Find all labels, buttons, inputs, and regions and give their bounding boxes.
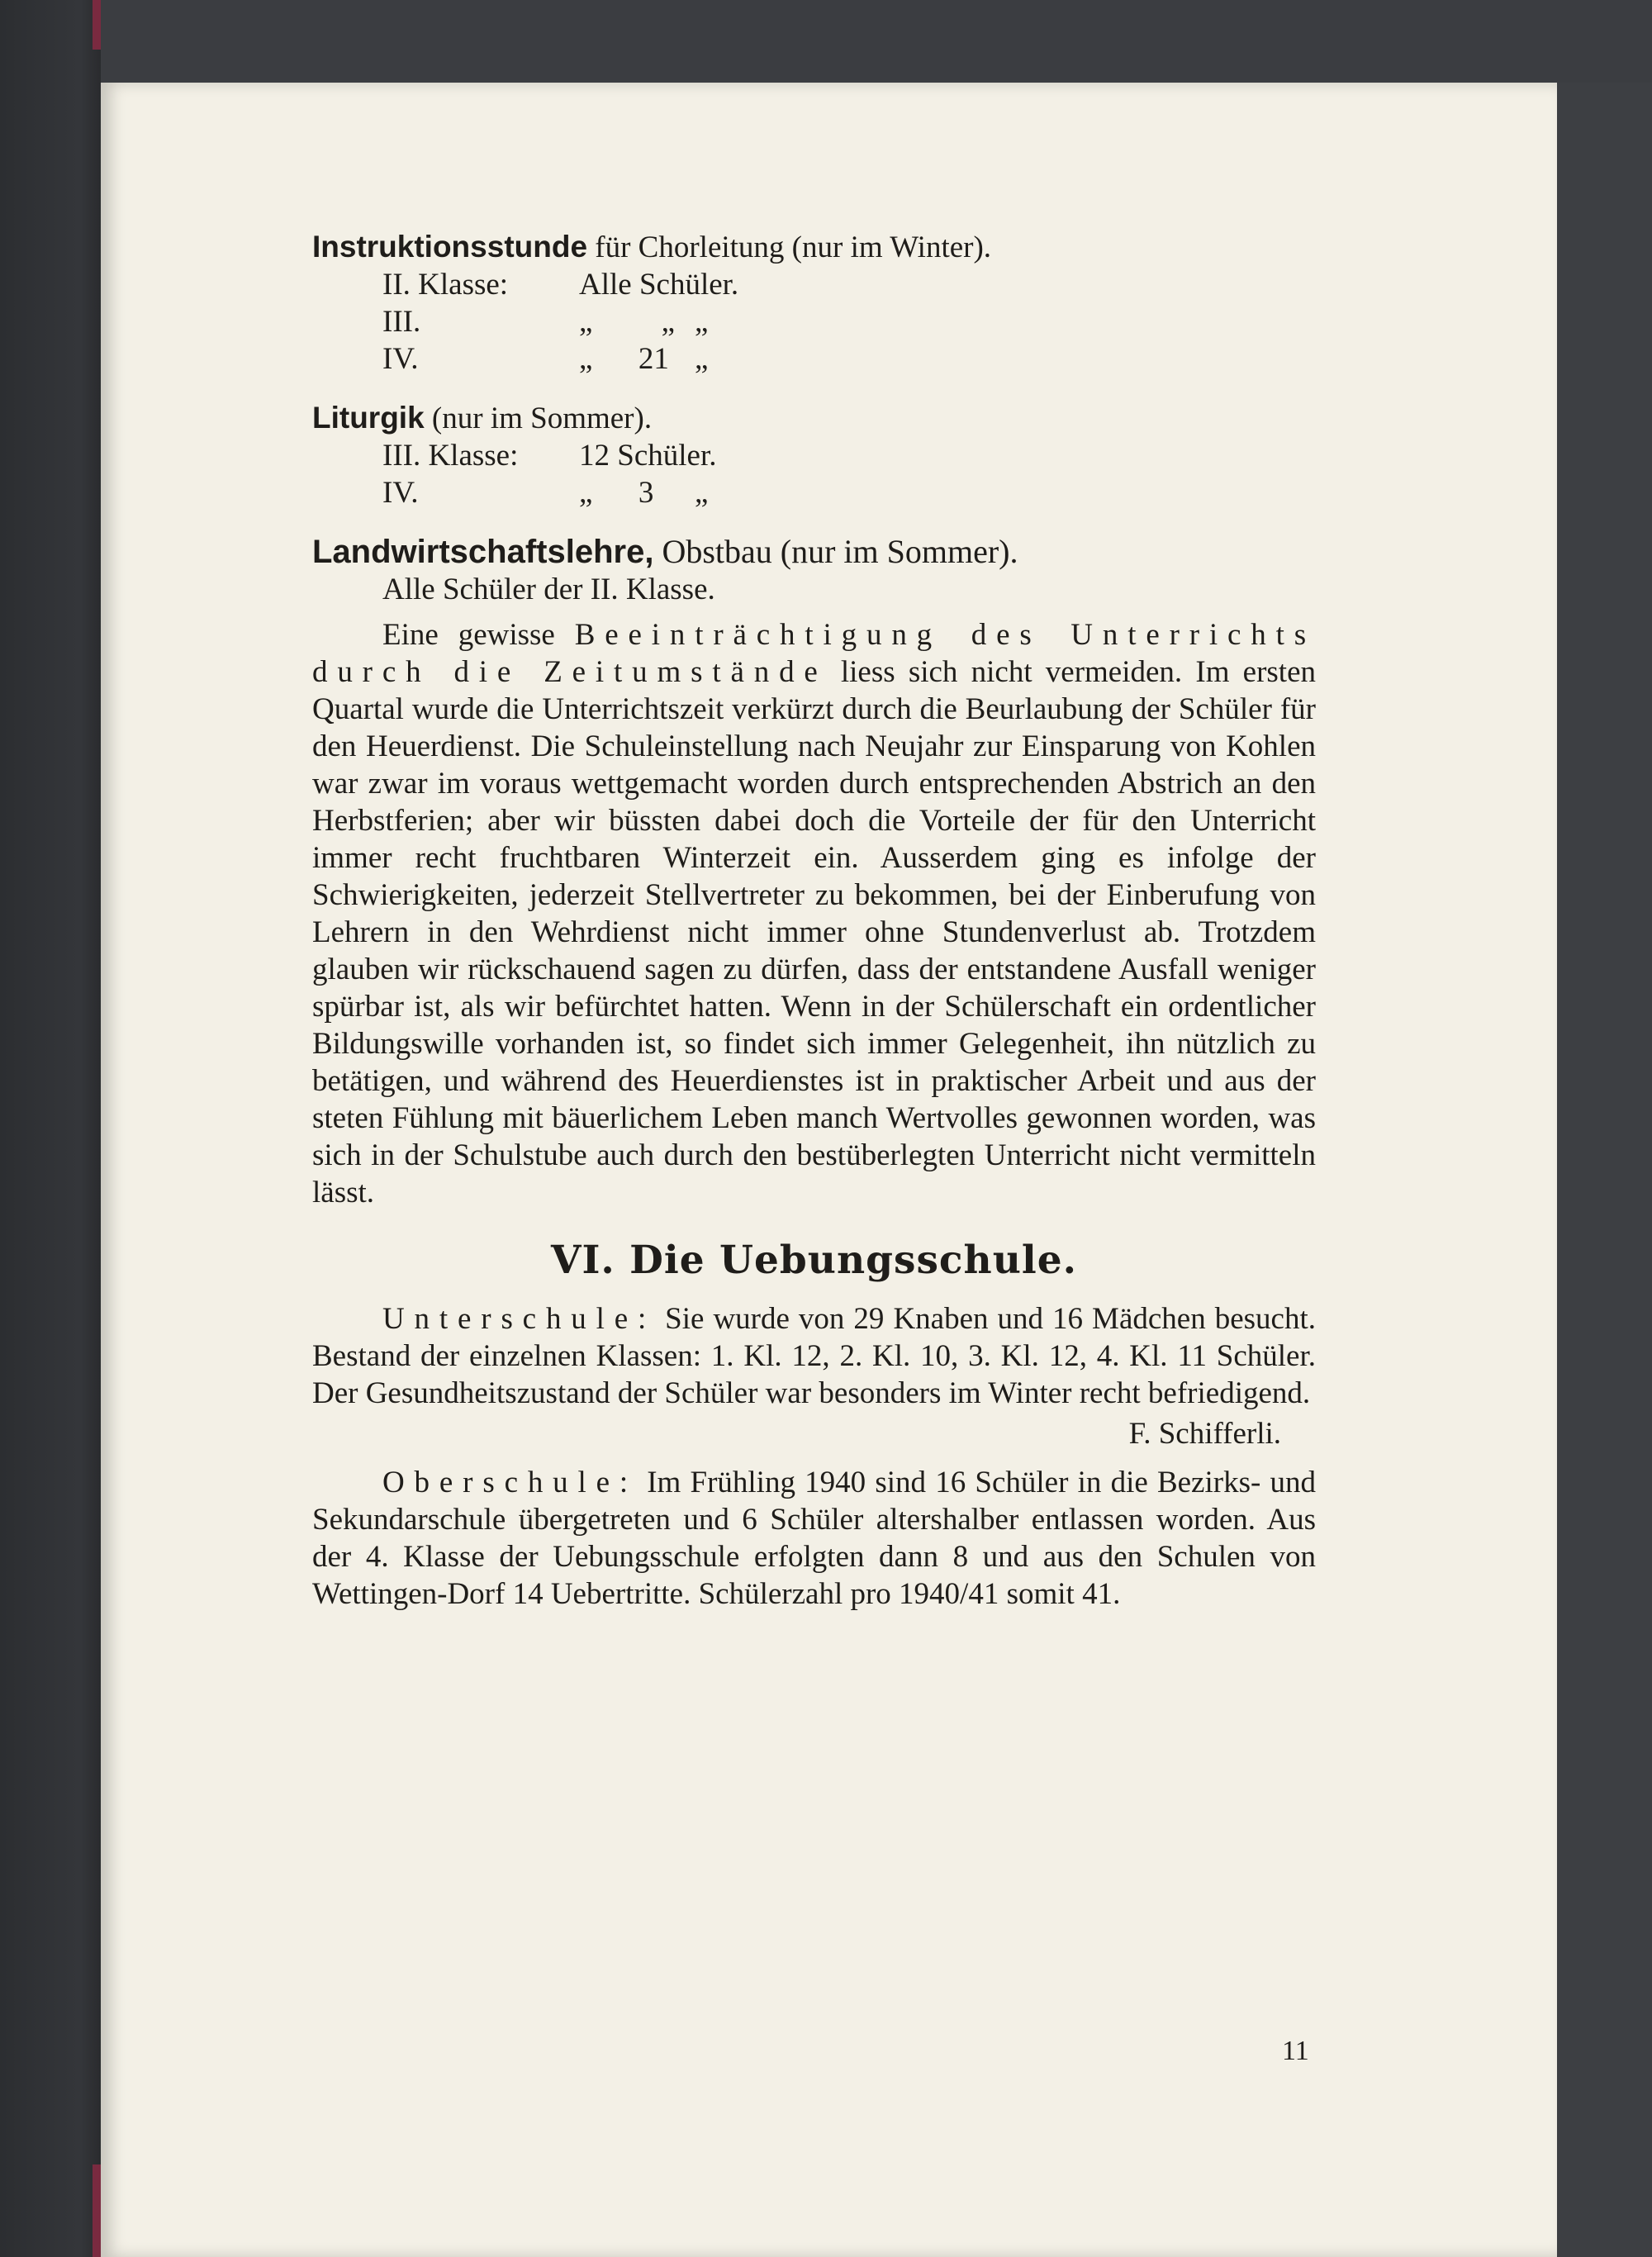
paragraph-oberschule: Oberschule: Im Frühling 1940 sind 16 Schüler in die Bezirks- und Sekundarschule übergetreten und 6 Schüler altershalber entlassen worden. Aus der 4. Klasse der Uebungsschule erfolgten dann 8 und aus den Schulen von Wettingen-Dorf 14 Uebertritte. Schülerzahl pro 1940/41 somit 41.	[312, 1466, 1316, 1611]
section-title: VI. Die Uebungsschule.	[550, 1238, 1078, 1283]
list-item: II. Klasse: Alle Schüler.	[382, 268, 739, 302]
paragraph-unterricht: Eine gewisse Beeinträchtigung des Unterrichts durch die Zeitumstände liess sich nicht vermeiden. Im ersten Quartal wurde die Unterrichtszeit verkürzt durch die Beurlaubung der Schüler für den Heuerdienst. Die Schuleinstellung nach Neujahr zur Einsparung von Kohlen war zwar im voraus wettgemacht worden durch entsprechenden Abstrich an den Herbstferien; aber wir büssten dabei doch die Vorteile der für den Unterricht immer recht fruchtbaren Winterzeit ein. Ausserdem ging es infolge der Schwierigkeiten, jederzeit Stellvertreter zu bekommen, bei der Einberufung von Lehrern in den Wehrdienst nicht immer ohne Stundenverlust ab. Trotzdem glauben wir rückschauend sagen zu dürfen, dass der entstandene Ausfall weniger spürbar ist, als wir befürchtet hatten. Wenn in der Schülerschaft ein ordentlicher Bildungswille vorhanden ist, so findet sich immer Gelegenheit, ihn nützlich zu betätigen, und während des Heuerdienstes ist in praktischer Arbeit und aus der steten Fühlung mit bäuerlichem Leben manch Wertvolles gewonnen worden, was sich in der Schulstube auch durch den bestüberlegten Unterricht nicht vermitteln lässt.	[312, 618, 1316, 1209]
heading-chorleitung: Instruktionsstunde für Chorleitung (nur im Winter).	[312, 230, 992, 264]
landwirtschaft-line: Alle Schüler der II. Klasse.	[382, 573, 715, 606]
binding-marker-top	[93, 0, 101, 50]
chorleitung-list	[312, 266, 1316, 378]
list-item: III. Klasse: 12 Schüler.	[382, 439, 717, 473]
book-binding	[0, 0, 101, 2257]
page-content	[312, 218, 1316, 1613]
paragraph-unterschule: Unterschule: Sie wurde von 29 Knaben und 16 Mädchen besucht. Bestand der einzelnen Klassen: 1. Kl. 12, 2. Kl. 10, 3. Kl. 12, 4. Kl. 11 Schüler. Der Gesundheitszustand der Schüler war besonders im Winter recht befriedigend.	[312, 1302, 1316, 1410]
binding-marker-bottom	[93, 2164, 101, 2257]
list-item: IV. „ 21 „	[382, 342, 709, 376]
page-number: 11	[1282, 2036, 1309, 2066]
signature: F. Schifferli.	[1128, 1417, 1281, 1451]
list-item: IV. „ 3 „	[382, 476, 709, 510]
heading-liturgik: Liturgik (nur im Sommer).	[312, 401, 653, 435]
heading-landwirtschaft: Landwirtschaftslehre, Obstbau (nur im Sommer).	[312, 533, 1018, 570]
list-item: III. „ „ „	[382, 305, 709, 339]
scan-background	[1557, 83, 1652, 2257]
book-page	[101, 83, 1557, 2257]
liturgik-list	[312, 437, 1316, 511]
